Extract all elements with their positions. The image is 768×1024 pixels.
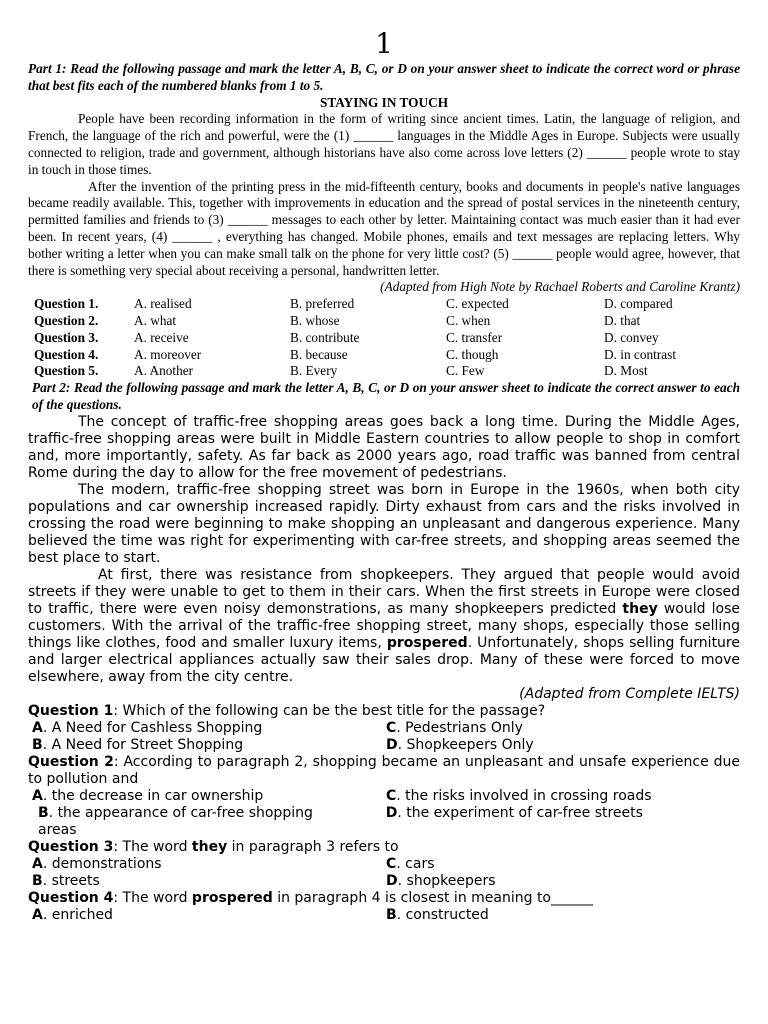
option-b: B. A Need for Street Shopping xyxy=(32,736,244,753)
option-c: C. when xyxy=(446,312,491,328)
question-3-options xyxy=(28,856,740,873)
table-row xyxy=(28,347,740,364)
option-b: B. Every xyxy=(290,363,338,379)
part2-paragraph-2: The modern, traffic-free shopping street was born in Europe in the 1960s, when both city populations and car ownership increased rapidly. Dirty exhaust from cars and the risks involved in crossing the road were beginning to make shopping an unpleasant and dangerous experience. Many believed the time was right for experimenting with car-free streets, and shopping areas seemed the best place to start. xyxy=(28,481,740,566)
option-b: B. because xyxy=(290,346,348,362)
question-1-options-2 xyxy=(28,737,740,754)
option-c: C. transfer xyxy=(446,329,503,345)
option-d: D. Shopkeepers Only xyxy=(386,736,534,753)
option-b: B. streets xyxy=(32,872,100,889)
option-a: A. receive xyxy=(134,329,189,345)
part2-instruction: Part 2: Read the following passage and mark the letter A, B, C, or D on your answer sheet to indicate the correct answer to each of the questions. xyxy=(32,380,740,412)
option-a: A. moreover xyxy=(134,346,202,362)
option-a: A. the decrease in car ownership xyxy=(32,787,264,804)
document-page xyxy=(28,0,740,924)
option-a: A. realised xyxy=(134,296,192,312)
passage-title: STAYING IN TOUCH xyxy=(319,94,449,110)
question-label: Question 4. xyxy=(34,346,99,362)
part2-paragraph-3: At first, there was resistance from shopkeepers. They argued that people would avoid streets if they were unable to get to them in their cars. When the first streets in Europe were closed to traffic, there were even noisy demonstrations, as many shopkeepers predicted they would lose customers. With the arrival of the traffic-free shopping street, many shops, especially those selling things like clothes, food and smaller luxury items, prospered. Unfortunately, shops selling furniture and larger electrical appliances actually saw their sales drop. Many of these were forced to move elsewhere, away from the city centre. xyxy=(28,566,740,685)
question-2-options xyxy=(28,788,740,805)
question-1-options xyxy=(28,720,740,737)
part1-source: (Adapted from High Note by Rachael Roberts and Caroline Krantz) xyxy=(380,279,740,295)
part1-instruction: Part 1: Read the following passage and mark the letter A, B, C, or D on your answer sheet to indicate the correct word or phrase that best fits each of the numbered blanks from 1 to 5. xyxy=(28,61,740,93)
option-b: B. preferred xyxy=(290,296,355,312)
option-d: D. Most xyxy=(604,363,648,379)
question-label: Question 2. xyxy=(34,312,99,328)
option-d: D. that xyxy=(604,312,641,328)
part1-paragraph-1: People have been recording information in the form of writing since ancient times. Latin, the language of religion, and French, the language of the rich and powerful, were the (1) ______ languages in the Middle Ages in Europe. Subjects were usually connected to religion, trade and government, although historians have also come across love letters (2) ______ people wrote to stay in touch in those times. xyxy=(28,111,740,177)
option-d: D. shopkeepers xyxy=(386,872,496,889)
option-a: A. enriched xyxy=(32,906,113,923)
highlighted-word-prospered: prospered xyxy=(386,634,468,651)
option-d: D. compared xyxy=(604,296,673,312)
option-d: D. the experiment of car-free streets xyxy=(385,804,643,821)
part1-paragraph-2: After the invention of the printing press in the mid-fifteenth century, books and documents in people's native languages became readily available. This, together with improvements in education and the spread of postal services in the nineteenth century, permitted families and friends to (3) ______ messages to each other by letter. Maintaining contact was much easier than it had ever been. In recent years, (4) ______ , everything has changed. Mobile phones, emails and text messages are replacing letters. Why bother writing a letter when you can make small talk on the phone for very little cost? (5) ______ people would agree, however, that there is something very special about receiving a personal, handwritten letter. xyxy=(28,178,740,278)
question-1-stem: Question 1: Which of the following can be the best title for the passage? xyxy=(28,702,546,719)
option-b: B. whose xyxy=(290,312,340,328)
option-c: C. the risks involved in crossing roads xyxy=(386,787,652,804)
option-b: B. constructed xyxy=(386,906,489,923)
option-c: C. Few xyxy=(446,363,485,379)
highlighted-word-they: they xyxy=(622,600,658,617)
option-a: A. A Need for Cashless Shopping xyxy=(32,719,263,736)
question-4-stem: Question 4: The word prospered in paragraph 4 is closest in meaning to______ xyxy=(28,889,593,906)
option-b: B. contribute xyxy=(290,329,360,345)
option-d: D. convey xyxy=(604,329,659,345)
question-4-options xyxy=(28,907,740,924)
option-a: A. demonstrations xyxy=(32,855,162,872)
page-number: 1 xyxy=(375,27,393,60)
option-b: B. the appearance of car-free shopping areas xyxy=(38,804,313,838)
option-c: C. though xyxy=(446,346,499,362)
table-row xyxy=(28,363,740,380)
table-row xyxy=(28,330,740,347)
part2-source: (Adapted from Complete IELTS) xyxy=(519,685,740,702)
part1-question-table xyxy=(28,296,740,380)
question-label: Question 5. xyxy=(34,363,99,379)
question-3-stem: Question 3: The word they in paragraph 3 refers to xyxy=(28,838,399,855)
option-c: C. Pedestrians Only xyxy=(386,719,523,736)
option-c: C. expected xyxy=(446,296,509,312)
option-d: D. in contrast xyxy=(604,346,677,362)
option-a: A. what xyxy=(134,312,177,328)
option-a: A. Another xyxy=(134,363,194,379)
option-c: C. cars xyxy=(386,855,435,872)
question-label: Question 3. xyxy=(34,329,99,345)
question-label: Question 1. xyxy=(34,296,99,312)
question-2-options-2 xyxy=(28,805,740,839)
question-2-stem: Question 2: According to paragraph 2, shopping became an unpleasant and unsafe experience due to pollution and xyxy=(28,753,740,787)
question-3-options-2 xyxy=(28,873,740,890)
table-row xyxy=(28,296,740,313)
table-row xyxy=(28,313,740,330)
part2-paragraph-1: The concept of traffic-free shopping areas goes back a long time. During the Middle Ages, traffic-free shopping areas were built in Middle Eastern countries to allow people to shop in comfort and, more importantly, safety. As far back as 2000 years ago, road traffic was banned from central Rome during the day to allow for the free movement of pedestrians. xyxy=(28,413,740,481)
